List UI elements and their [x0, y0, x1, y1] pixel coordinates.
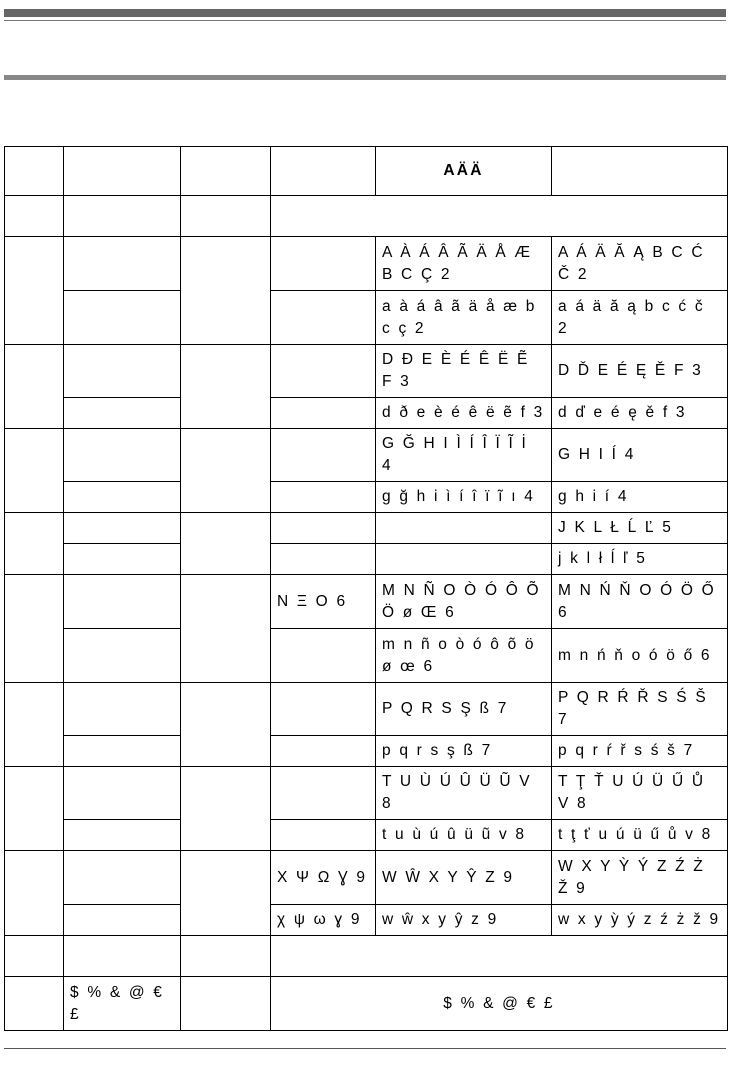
- key-cell: [5, 977, 64, 1031]
- ext2-cell: M N Ń Ň O Ó Ö Ő 6: [552, 575, 728, 629]
- span-cell: [271, 196, 728, 237]
- table-row: [5, 905, 728, 936]
- key-cell: [5, 429, 64, 513]
- latin-cell: [64, 575, 181, 629]
- latin-cell: [64, 767, 181, 820]
- greek-cell: [271, 629, 376, 683]
- latin-cell: [64, 905, 181, 936]
- table-row: [5, 482, 728, 513]
- ext1-cell: t u ù ú û ü ũ v 8: [376, 820, 552, 851]
- latin-cell: [64, 196, 181, 237]
- greek-cell: [271, 482, 376, 513]
- header-cyrillic: [181, 147, 271, 196]
- cyrillic-cell: [181, 851, 271, 936]
- cyrillic-cell: [181, 936, 271, 977]
- table-row: [5, 291, 728, 345]
- greek-cell: [271, 683, 376, 736]
- span-cell: [271, 936, 728, 977]
- ext2-cell: D Ď E É Ę Ě F 3: [552, 345, 728, 398]
- table-row: [5, 851, 728, 905]
- table-row: [5, 629, 728, 683]
- greek-cell: [271, 767, 376, 820]
- ext2-cell: P Q R Ŕ Ř S Ś Š 7: [552, 683, 728, 736]
- latin-cell: [64, 851, 181, 905]
- greek-cell: [271, 345, 376, 398]
- character-table: [4, 146, 728, 1031]
- key-cell: [5, 575, 64, 683]
- key-cell: [5, 237, 64, 345]
- key-cell: [5, 196, 64, 237]
- ext1-cell: p q r s ş ß 7: [376, 736, 552, 767]
- ext1-cell: g ğ h i ì í î ï ĩ ı 4: [376, 482, 552, 513]
- latin-cell: [64, 513, 181, 544]
- latin-cell: [64, 291, 181, 345]
- ext2-cell: a á ä ă ą b c ć č 2: [552, 291, 728, 345]
- table-row: [5, 820, 728, 851]
- key-cell: [5, 683, 64, 767]
- table-row: [5, 513, 728, 544]
- greek-cell: X Ψ Ω Ɣ 9: [271, 851, 376, 905]
- ext1-cell: W Ŵ X Y Ŷ Z 9: [376, 851, 552, 905]
- table-row: [5, 575, 728, 629]
- latin-cell: $ % & @ € £: [64, 977, 181, 1031]
- table-row: [5, 736, 728, 767]
- ext1-cell: P Q R S Ş ß 7: [376, 683, 552, 736]
- greek-cell: [271, 513, 376, 544]
- latin-cell: [64, 736, 181, 767]
- key-cell: [5, 936, 64, 977]
- header-greek: [271, 147, 376, 196]
- span-cell: $ % & @ € £: [271, 977, 728, 1031]
- section-divider: [4, 75, 726, 80]
- greek-cell: [271, 291, 376, 345]
- ext1-cell: d ð e è é ê ë ẽ f 3: [376, 398, 552, 429]
- table-row: [5, 544, 728, 575]
- cyrillic-cell: [181, 345, 271, 429]
- ext1-cell: A À Á Â Ã Ä Å Æ B C Ç 2: [376, 237, 552, 291]
- ext2-cell: w x y ỳ ý z ź ż ž 9: [552, 905, 728, 936]
- key-cell: [5, 767, 64, 851]
- latin-cell: [64, 936, 181, 977]
- key-cell: [5, 513, 64, 575]
- latin-cell: [64, 629, 181, 683]
- ext2-cell: g h i í 4: [552, 482, 728, 513]
- ext1-cell: T U Ù Ú Û Ü Ũ V 8: [376, 767, 552, 820]
- table-row: [5, 345, 728, 398]
- cyrillic-cell: [181, 237, 271, 345]
- ext2-cell: A Á Ä Ă Ą B C Ć Č 2: [552, 237, 728, 291]
- cyrillic-cell: [181, 196, 271, 237]
- table-header-row: [5, 147, 728, 196]
- ext1-cell: m n ñ o ò ó ô õ ö ø œ 6: [376, 629, 552, 683]
- ext1-cell: a à á â ã ä å æ b c ç 2: [376, 291, 552, 345]
- header-key: [5, 147, 64, 196]
- ext2-cell: W X Y Ỳ Ý Z Ź Ż Ž 9: [552, 851, 728, 905]
- header-extended1: AÄÄ: [376, 147, 552, 196]
- cyrillic-cell: [181, 683, 271, 767]
- ext2-cell: T Ţ Ť U Ú Ü Ű Ů V 8: [552, 767, 728, 820]
- table-row: [5, 196, 728, 237]
- header-bar: [4, 9, 726, 17]
- cyrillic-cell: [181, 429, 271, 513]
- table-row: [5, 977, 728, 1031]
- greek-cell: [271, 398, 376, 429]
- table-row: [5, 683, 728, 736]
- table-row: [5, 429, 728, 482]
- ext1-cell: w ŵ x y ŷ z 9: [376, 905, 552, 936]
- ext1-cell: [376, 513, 552, 544]
- cyrillic-cell: [181, 513, 271, 575]
- ext2-cell: m n ń ň o ó ö ő 6: [552, 629, 728, 683]
- header-latin: [64, 147, 181, 196]
- ext2-cell: j k l ł ĺ ľ 5: [552, 544, 728, 575]
- header-rule: [4, 20, 726, 21]
- greek-cell: [271, 544, 376, 575]
- greek-cell: [271, 736, 376, 767]
- ext1-cell: D Ð E È É Ê Ë Ẽ F 3: [376, 345, 552, 398]
- header-extended2: [552, 147, 728, 196]
- latin-cell: [64, 482, 181, 513]
- greek-cell: [271, 820, 376, 851]
- ext2-cell: d ď e é ę ě f 3: [552, 398, 728, 429]
- table-row: [5, 936, 728, 977]
- ext2-cell: J K L Ł Ĺ Ľ 5: [552, 513, 728, 544]
- table-row: [5, 398, 728, 429]
- ext2-cell: G H I Í 4: [552, 429, 728, 482]
- table-row: [5, 237, 728, 291]
- latin-cell: [64, 820, 181, 851]
- latin-cell: [64, 544, 181, 575]
- key-cell: [5, 851, 64, 936]
- latin-cell: [64, 345, 181, 398]
- footer-rule: [4, 1048, 726, 1049]
- cyrillic-cell: [181, 977, 271, 1031]
- key-cell: [5, 345, 64, 429]
- greek-cell: [271, 429, 376, 482]
- ext1-cell: G Ğ H I Ì Í Î Ï Ĩ İ 4: [376, 429, 552, 482]
- greek-cell: [271, 237, 376, 291]
- latin-cell: [64, 237, 181, 291]
- cyrillic-cell: [181, 575, 271, 683]
- ext2-cell: p q r ŕ ř s ś š 7: [552, 736, 728, 767]
- latin-cell: [64, 429, 181, 482]
- greek-cell: χ ψ ω ɣ 9: [271, 905, 376, 936]
- ext1-cell: M N Ñ O Ò Ó Ô Õ Ö ø Œ 6: [376, 575, 552, 629]
- cyrillic-cell: [181, 767, 271, 851]
- latin-cell: [64, 398, 181, 429]
- greek-cell: N Ξ O 6: [271, 575, 376, 629]
- latin-cell: [64, 683, 181, 736]
- table-row: [5, 767, 728, 820]
- ext2-cell: t ţ ť u ú ü ű ů v 8: [552, 820, 728, 851]
- ext1-cell: [376, 544, 552, 575]
